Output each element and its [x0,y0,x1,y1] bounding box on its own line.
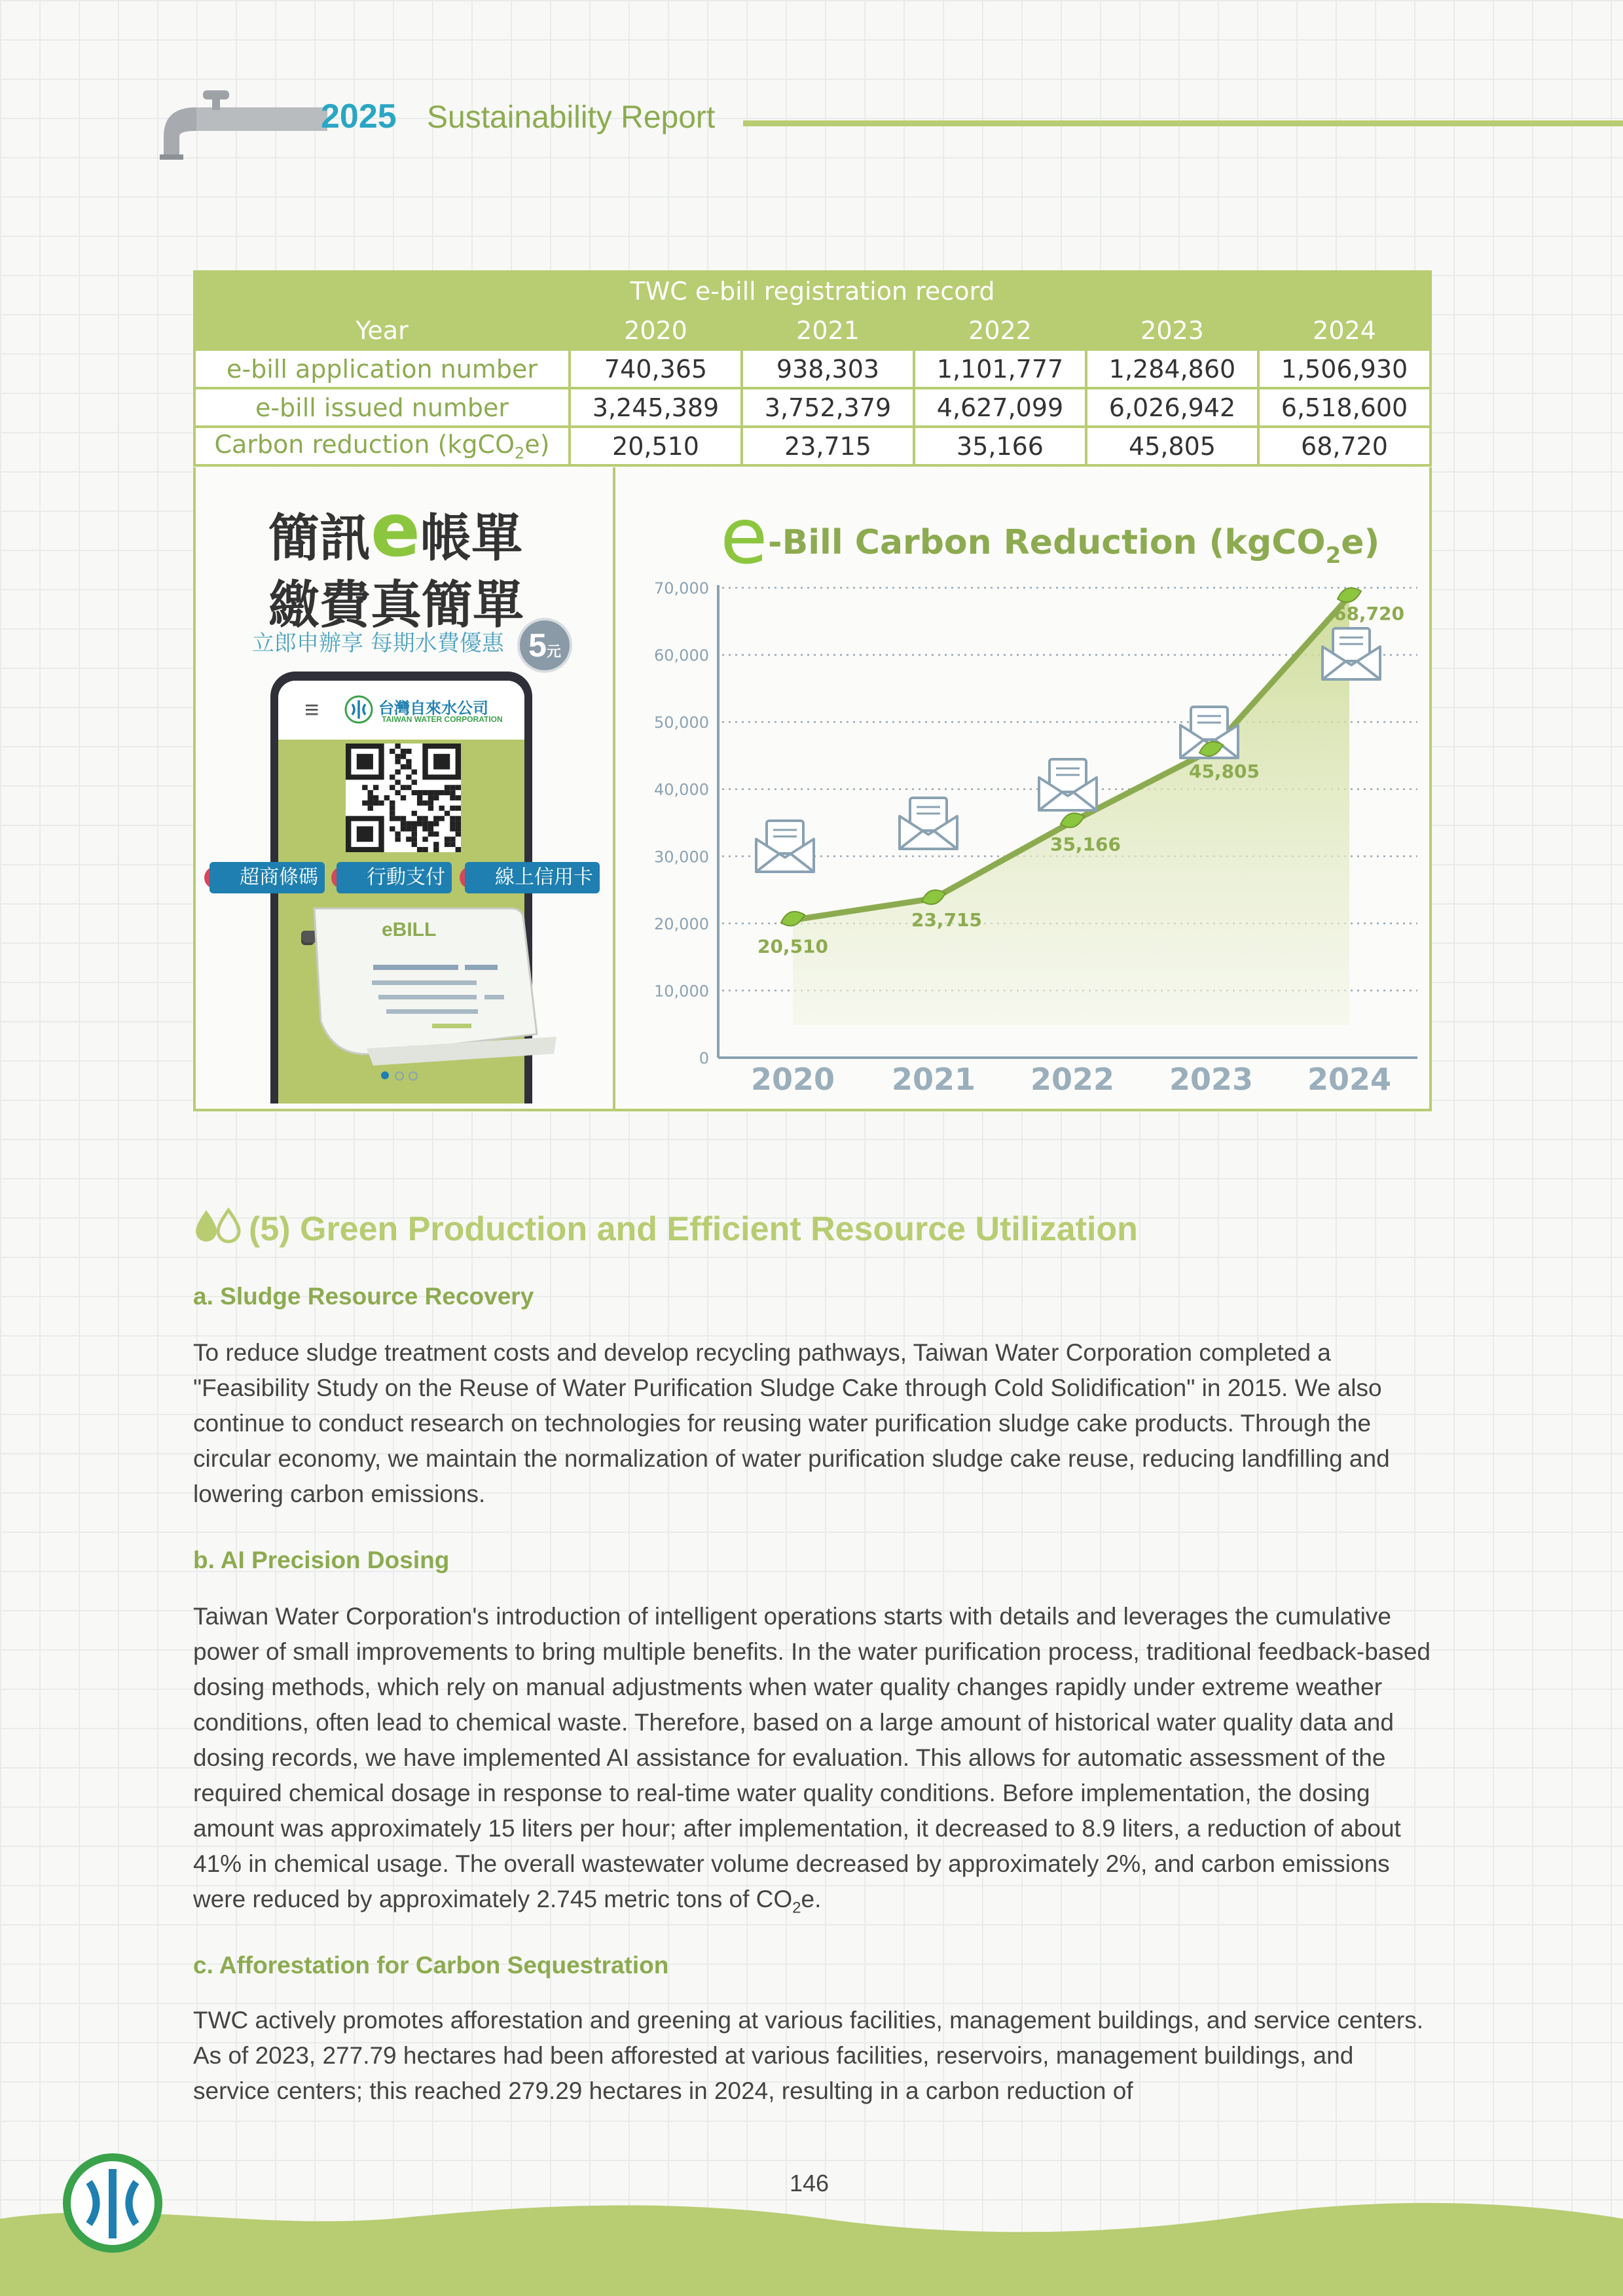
report-year: 2025 [321,98,397,135]
row-label-subscript: 2 [515,444,525,463]
promo-e-letter: e [371,488,420,573]
table-cell: 23,715 [742,427,914,465]
row-label-suffix: e) [524,429,550,459]
pay-option-mobile: 行動支付 [337,862,452,893]
y-tick-label: 60,000 [654,646,709,665]
data-label: 68,720 [1333,603,1405,625]
pay-option-convenience-store: 超商條碼 [210,862,325,893]
page-number: 146 [790,2170,830,2197]
y-tick-label: 10,000 [654,982,709,1001]
paragraph-b-subscript: 2 [792,1899,801,1917]
column-header: 2023 [1086,311,1258,350]
x-tick-label: 2021 [891,1062,976,1097]
coin-unit: 元 [546,643,561,660]
chart-title-e: e [720,491,768,581]
leaf-marker [1338,588,1361,602]
table-cell: 1,101,777 [914,350,1086,388]
promo-text: 簡訊 [268,509,371,568]
row-label-text: Carbon reduction (kgCO [214,429,515,459]
report-title: Sustainability Report [427,100,716,135]
paragraph-b [193,1599,1432,1926]
subsection-title-a: a. Sludge Resource Recovery [193,1283,534,1310]
header-rule [743,120,1623,126]
faucet-icon [157,84,327,162]
column-header: 2022 [914,311,1086,350]
table-cell: 6,026,942 [1086,388,1258,427]
envelope-icon [900,798,957,849]
x-tick-label: 2024 [1307,1062,1392,1097]
carousel-dot [409,1071,418,1081]
carbon-reduction-chart [615,467,1432,1111]
y-tick-label: 40,000 [654,780,709,799]
promo-text: 帳單 [420,509,522,568]
chart-title-main: -Bill Carbon Reduction (kgCO [768,523,1326,562]
table-cell: 45,805 [1086,427,1258,465]
table-cell: 1,506,930 [1258,350,1431,388]
promo-subline: 立郎申辦享 每期水費優惠 [252,630,504,656]
paragraph-b-end: e. [801,1886,822,1912]
company-name-zh: 台灣自來水公司 [378,700,488,717]
table-cell: 6,518,600 [1258,388,1431,427]
data-label: 23,715 [911,908,983,931]
footer-wave [0,2199,1623,2296]
table-cell: 20,510 [570,427,742,465]
ebill-registration-table [193,270,1432,467]
envelope-icon [1039,759,1097,810]
x-tick-label: 2020 [750,1062,835,1097]
column-header: 2021 [742,311,914,350]
twc-logo-icon [60,2151,165,2255]
table-cell: 4,627,099 [914,388,1086,427]
row-label: e-bill issued number [194,388,570,427]
paragraph-a: To reduce sludge treatment costs and develop recycling pathways, Taiwan Water Corporation completed a "Feasibility Study on the Reuse of Water Purification Sludge Cake through Cold Solidification" in 2015. We also continue to conduct research on technologies for reusing water purification sludge cake products. Through the circular economy, we maintain the normalization of water purification sludge cake reuse, reducing landfilling and lowering carbon emissions. [193,1339,1390,1507]
subsection-title-c: c. Afforestation for Carbon Sequestration [193,1952,669,1979]
table-cell: 3,752,379 [742,388,914,427]
table-row [194,388,1431,427]
table-cell: 68,720 [1258,427,1431,465]
column-header: Year [194,311,570,350]
section-title: (5) Green Production and Efficient Resource Utilization [249,1210,1138,1248]
data-label: 35,166 [1049,833,1122,855]
data-label: 20,510 [757,935,829,958]
data-label: 45,805 [1188,761,1260,783]
chart-title [768,523,1379,569]
x-tick-label: 2022 [1030,1062,1115,1097]
paragraph-c: TWC actively promotes afforestation and greening at various facilities, management buildings, and service centers. As of 2023, 277.79 hectares had been afforested at various facilities, reservoirs, management buildings, and service centers; this reached 279.29 hectares in 2024, resulting in a carbon reduction of [193,2007,1424,2104]
column-header: 2024 [1258,311,1431,350]
table-cell: 1,284,860 [1086,350,1258,388]
water-drops-icon [193,1208,243,1244]
subsection-title-b: b. AI Precision Dosing [193,1547,450,1573]
promo-headline-2: 繳費真簡單 [268,576,524,635]
y-tick-label: 0 [699,1049,709,1067]
coin-value: 5 [528,627,547,664]
discount-coin [517,618,572,673]
y-tick-label: 30,000 [654,848,709,867]
chart-title-suffix: e) [1341,523,1380,562]
table-caption: TWC e-bill registration record [194,272,1431,311]
table-cell: 740,365 [570,350,742,388]
table-cell: 35,166 [914,427,1086,465]
menu-icon: ≡ [304,696,319,724]
y-tick-label: 20,000 [654,914,709,933]
table-cell: 3,245,389 [570,388,742,427]
company-logo-icon [344,695,373,724]
table-row [194,427,1431,465]
ebill-label: eBILL [382,919,437,941]
table-cell: 938,303 [742,350,914,388]
chart-title-subscript: 2 [1325,543,1341,569]
carousel-dot [395,1071,404,1081]
table-row [194,350,1431,388]
carousel-dot [381,1071,389,1079]
envelope-icon [756,821,814,872]
row-label [194,427,570,465]
y-tick-label: 70,000 [654,579,709,598]
y-tick-label: 50,000 [654,713,709,732]
pay-option-credit-card: 線上信用卡 [465,862,600,893]
row-label: e-bill application number [194,350,570,388]
promo-headline-1 [268,488,522,573]
paragraph-b-text: Taiwan Water Corporation's introduction of intelligent operations starts with details and leverages the cumulative power of small improvements to bring multiple benefits. In the water purification process, traditional feedback-based dosing methods, which rely on manual adjustments when water quality changes rapidly under extreme weather conditions, often lead to chemical waste. Therefore, based on a large amount of historical water quality data and dosing records, we have implemented AI assistance for evaluation. This allows for automatic assessment of the required chemical dosage in response to real-time water quality conditions. Before implementation, the dosing amount was approximately 15 liters per hour; after implementation, it decreased to 8.9 liters, a reduction of about 41% in chemical usage. The overall wastewater volume decreased by approximately 2%, and carbon emissions were reduced by approximately 2.745 metric tons of CO [193,1603,1431,1912]
qr-code [346,744,461,852]
x-tick-label: 2023 [1169,1062,1254,1097]
column-header: 2020 [570,311,742,350]
company-name-en: TAIWAN WATER CORPORATION [382,715,503,724]
